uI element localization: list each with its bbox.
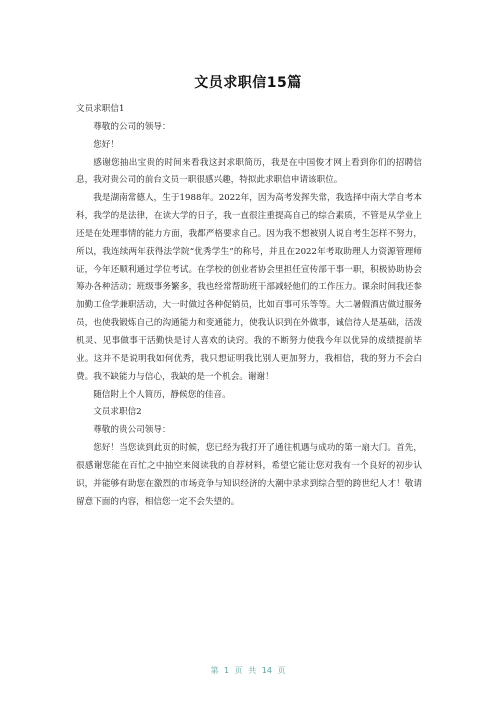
salutation: 尊敬的公司的领导：: [93, 121, 171, 132]
document-title: 文员求职信15篇: [194, 75, 302, 91]
body-paragraph: 感谢您抽出宝贵的时间来看我这封求职简历，我是在中国俊才网上看到你们的招聘信息，我对贵公司的前台文员一职很感兴趣，特拟此求职信申请该职位。: [76, 157, 422, 186]
body-paragraph: 您好！当您读到此页的时候，您已经为我打开了通往机遇与成功的第一扇大门。首先，很感谢您能在百忙之中抽空来阅读我的自荐材料，希望它能让您对我有一个良好的初步认识，并能够有助您在激烈的市场竞争与知识经济的大潮中录求到综合型的跨世纪人才！敬请留意下面的内容，相信您一定不会失望的。: [76, 443, 422, 507]
greeting: 您好！: [93, 139, 119, 150]
section-heading: 文员求职信1: [76, 104, 125, 114]
salutation: 尊敬的贵公司领导：: [93, 425, 171, 436]
document-body: [76, 101, 422, 511]
closing-line: 随信附上个人简历，静候您的佳音。: [93, 389, 231, 400]
section-heading: 文员求职信2: [93, 407, 142, 418]
body-paragraph: 我是湖南常德人，生于1988年。2022年，因为高考发挥失常，我选择中南大学自考本科，我学的是法律，在读大学的日子，我一直很注重提高自己的综合素质，不管是从学业上还是在处理事情的能力方面，我都严格要求自己。因为我不想被别人说自考生怎样不努力，所以，我连续两年获得法学院“优秀学生”的称号，并且在2022年考取助理人力资源管理师证，今年还顺利通过学位考试。在学校的创业者协会里担任宣传部干事一职，积极协助协会筹办各种活动；班级事务繁多，我也经常帮助班干部减轻他们的工作压力。课余时间我还参加勤工俭学兼职活动，大一时做过各种促销员，比如百事可乐等等。大二暑假酒店做过服务员，也使我锻炼自己的沟通能力和变通能力，使我认识到在外做事，诚信待人是基础，活泼机灵、见事做事干活勤快是讨人喜欢的诀窍。我的不断努力使我今年以优异的成绩提前毕业。这并不是说明我如何优秀，我只想证明我比别人更加努力，我相信，我的努力不会白费。我不缺能力与信心，我缺的是一个机会。谢谢！: [76, 193, 422, 382]
page-number-footer: 第 1 页 共 14 页: [210, 666, 286, 675]
